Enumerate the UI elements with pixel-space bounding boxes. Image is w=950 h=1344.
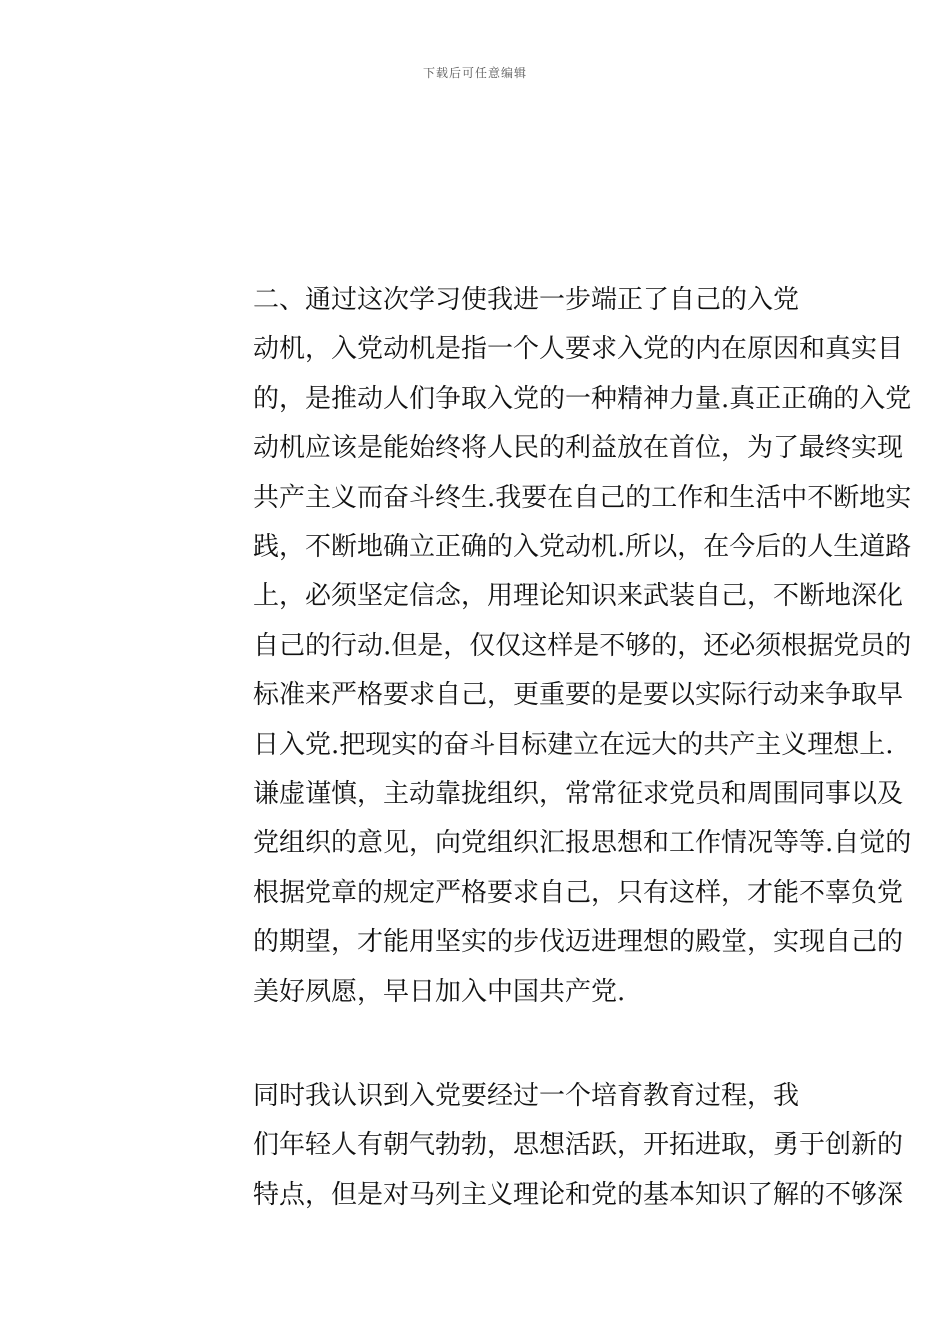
paragraph-2: [145, 1072, 904, 1220]
paragraph-1-text: [145, 276, 912, 1017]
paragraph-line: 美好夙愿，早日加入中国共产党.: [253, 976, 626, 1007]
paragraph-line: 们年轻人有朝气勃勃，思想活跃，开拓进取，勇于创新的: [253, 1130, 904, 1161]
paragraph-line: 同时我认识到入党要经过一个培育教育过程，我: [253, 1081, 800, 1111]
paragraph-line: 谦虚谨慎，主动靠拢组织，常常征求党员和周围同事以及: [253, 779, 904, 810]
paragraph-line: 根据党章的规定严格要求自己，只有这样，才能不辜负党: [253, 877, 904, 908]
paragraph-line: 党组织的意见，向党组织汇报思想和工作情况等等.自觉的: [253, 828, 912, 859]
paragraph-line: 动机应该是能始终将人民的利益放在首位，为了最终实现: [253, 433, 904, 464]
paragraph-1: [145, 276, 912, 1017]
paragraph-line: 的期望，才能用坚实的步伐迈进理想的殿堂，实现自己的: [253, 927, 904, 958]
paragraph-line: 的，是推动人们争取入党的一种精神力量.真正正确的入党: [253, 383, 912, 414]
paragraph-line: 上，必须坚定信念，用理论知识来武装自己，不断地深化: [253, 581, 904, 612]
paragraph-line: 践，不断地确立正确的入党动机.所以，在今后的人生道路: [253, 532, 912, 563]
paragraph-line: 共产主义而奋斗终生.我要在自己的工作和生活中不断地实: [253, 482, 912, 513]
paragraph-line: 动机，入党动机是指一个人要求入党的内在原因和真实目: [253, 334, 904, 365]
paragraph-line: 二、通过这次学习使我进一步端正了自己的入党: [253, 285, 800, 315]
paragraph-line: 标准来严格要求自己，更重要的是要以实际行动来争取早: [253, 680, 904, 711]
paragraph-line: 自己的行动.但是，仅仅这样是不够的，还必须根据党员的: [253, 630, 912, 661]
page-header: 下载后可任意编辑: [422, 66, 527, 80]
paragraph-line: 日入党.把现实的奋斗目标建立在远大的共产主义理想上.: [253, 729, 894, 760]
paragraph-line: 特点，但是对马列主义理论和党的基本知识了解的不够深: [253, 1179, 904, 1210]
paragraph-2-text: [145, 1072, 904, 1220]
